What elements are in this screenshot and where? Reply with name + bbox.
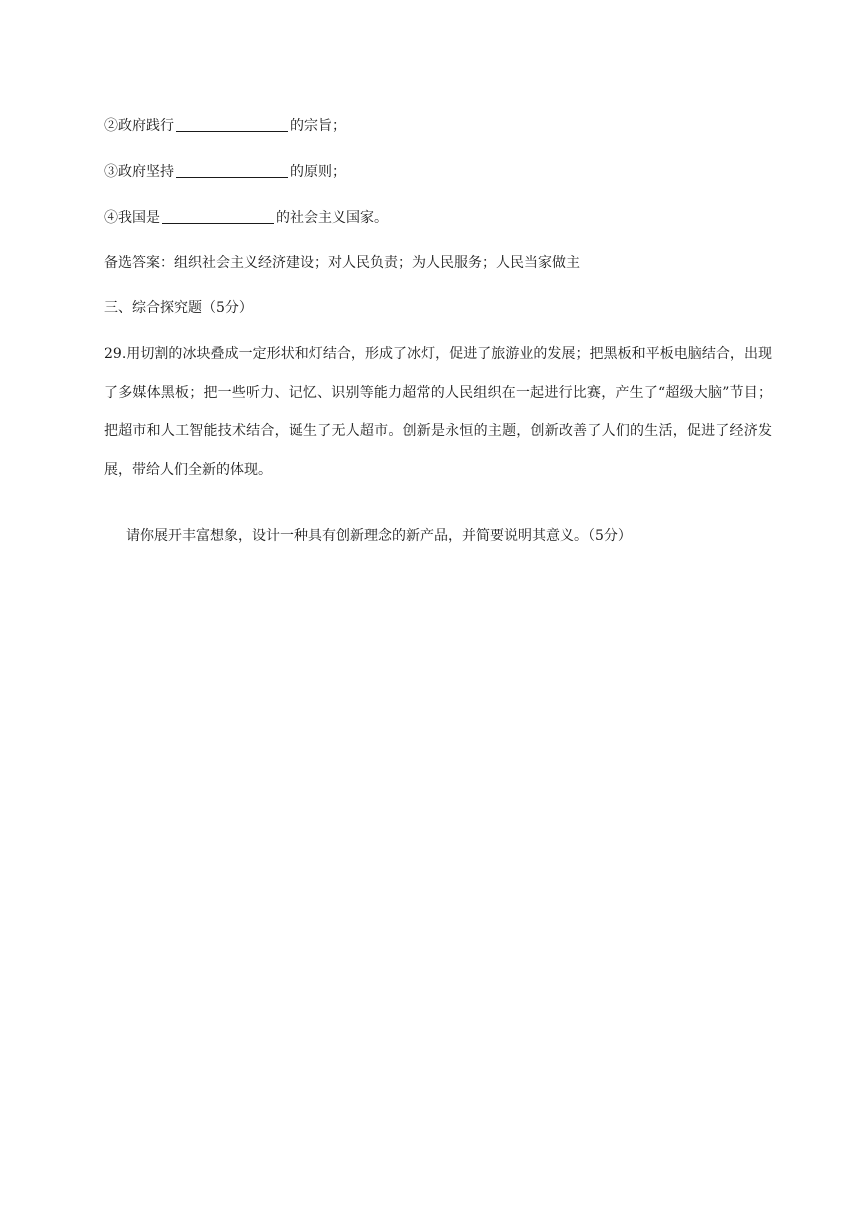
fill-item-4 bbox=[104, 208, 388, 228]
fill-item-2 bbox=[104, 116, 346, 136]
options-line: 备选答案：组织社会主义经济建设；对人民负责；为人民服务；人民当家做主 bbox=[104, 255, 580, 271]
fill-item-3 bbox=[104, 162, 346, 182]
answer-blank[interactable] bbox=[162, 209, 274, 224]
fill-item-prefix: ②政府践行 bbox=[104, 118, 174, 134]
question-29-prompt: 请你展开丰富想象，设计一种具有创新理念的新产品，并简要说明其意义。（5分） bbox=[126, 528, 632, 544]
fill-item-suffix: 的社会主义国家。 bbox=[276, 210, 388, 226]
section-heading: 三、综合探究题（5分） bbox=[104, 300, 253, 316]
answer-blank[interactable] bbox=[176, 163, 288, 178]
fill-item-suffix: 的原则； bbox=[290, 164, 346, 180]
answer-blank[interactable] bbox=[176, 117, 288, 132]
fill-item-suffix: 的宗旨； bbox=[290, 118, 346, 134]
fill-item-prefix: ③政府坚持 bbox=[104, 164, 174, 180]
question-29-text: 29.用切割的冰块叠成一定形状和灯结合，形成了冰灯，促进了旅游业的发展；把黑板和平板电脑结合，出现了多媒体黑板；把一些听力、记忆、识别等能力超常的人民组织在一起进行比赛，产生了“超级大脑”节目；把超市和人工智能技术结合，诞生了无人超市。创新是永恒的主题，创新改善了人们的生活，促进了经济发展，带给人们全新的体现。 bbox=[104, 346, 772, 478]
fill-item-prefix: ④我国是 bbox=[104, 210, 160, 226]
